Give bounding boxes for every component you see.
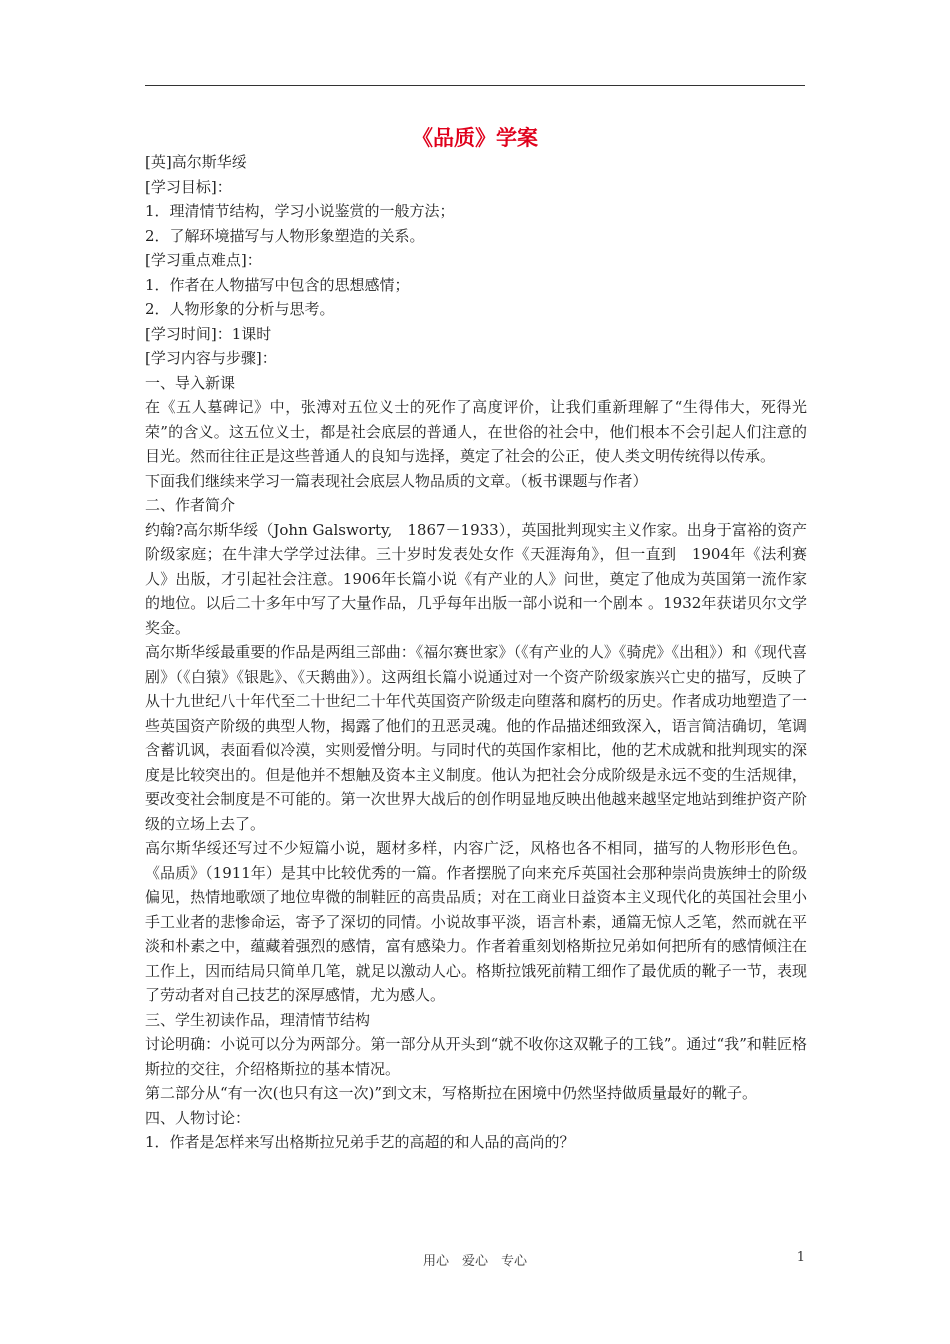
page-footer: 用心 爱心 专心 <box>422 1254 527 1269</box>
paragraph: 第二部分从“有一次(也只有这一次)”到文末，写格斯拉在困境中仍然坚持做质量最好的靴子。 <box>145 1084 758 1102</box>
paragraph: 讨论明确：小说可以分为两部分。第一部分从开头到“就不收你这双靴子的工钱”。通过“我”和鞋匠格斯拉的交往，介绍格斯拉的基本情况。 <box>145 1035 807 1078</box>
paragraph: 高尔斯华绥最重要的作品是两组三部曲：《福尔赛世家》（《有产业的人》《骑虎》《出租》）和《现代喜剧》（《白猿》《银匙》、《天鹅曲》）。这两组长篇小说通过对一个资产阶级家族兴亡史的描写，反映了从十九世纪八十年代至二十世纪二十年代英国资产阶级走向堕落和腐朽的历史。作者成功地塑造了一些英国资产阶级的典型人物，揭露了他们的丑恶灵魂。他的作品描述细致深入，语言简洁确切，笔调含蓄讥讽，表面看似冷漠，实则爱憎分明。与同时代的英国作家相比，他的艺术成就和批判现实的深度是比较突出的。但是他并不想触及资本主义制度。他认为把社会分成阶级是永远不变的生活规律，要改变社会制度是不可能的。第一次世界大战后的创作明显地反映出他越来越坚定地站到维护资产阶级的立场上去了。 <box>145 643 807 833</box>
goal-item: 2．了解环境描写与人物形象塑造的关系。 <box>145 226 425 245</box>
document-body <box>145 150 807 1155</box>
section-heading: 三、学生初读作品，理清情节结构 <box>145 1010 371 1029</box>
section-heading: 四、人物讨论： <box>145 1108 251 1127</box>
section-heading: 一、导入新课 <box>145 373 236 392</box>
section-heading: 二、作者简介 <box>145 496 236 514</box>
paragraph: 高尔斯华绥还写过不少短篇小说，题材多样，内容广泛，风格也各不相同，描写的人物形形色色。《品质》（1911年）是其中比较优秀的一篇。作者摆脱了向来充斥英国社会那种崇尚贵族绅士的阶级偏见，热情地歌颂了地位卑微的制鞋匠的高贵品质；对在工商业日益资本主义现代化的英国社会里小手工业者的悲惨命运，寄予了深切的同情。小说故事平淡，语言朴素，通篇无惊人乏笔，然而就在平淡和朴素之中，蕴藏着强烈的感情，富有感染力。作者着重刻划格斯拉兄弟如何把所有的感情倾注在工作上，因而结局只简单几笔，就足以激动人心。格斯拉饿死前精工细作了最优质的靴子一节，表现了劳动者对自己技艺的深厚感情，尤为感人。 <box>145 839 807 1004</box>
key-point-item: 2．人物形象的分析与思考。 <box>145 300 335 318</box>
key-point-item: 1．作者在人物描写中包含的思想感情； <box>145 275 410 294</box>
content-heading: [学习内容与步骤]： <box>145 349 277 367</box>
author-line: [英]高尔斯华绥 <box>145 153 247 171</box>
paragraph: 下面我们继续来学习一篇表现社会底层人物品质的文章。（板书课题与作者） <box>145 471 648 490</box>
goals-heading: [学习目标]： <box>145 177 232 196</box>
document-title: 《品质》学案 <box>412 125 538 150</box>
paragraph: 约翰?高尔斯华绥（John Galsworty, 1867－1933），英国批判现实主义作家。出身于富裕的资产阶级家庭；在牛津大学学过法律。三十岁时发表处女作《天涯海角》，但一直到 1904年《法利赛人》出版，才引起社会注意。1906年长篇小说《有产业的人》问世，奠定了他成为英国第一流作家的地位。以后二十多年中写了大量作品，几乎每年出版一部小说和一个剧本 。1932年获诺贝尔文学奖金。 <box>145 520 807 637</box>
header-rule <box>145 85 805 86</box>
key-points-heading: [学习重点难点]： <box>145 251 262 269</box>
study-time: [学习时间]：1课时 <box>145 324 272 343</box>
question-item: 1．作者是怎样来写出格斯拉兄弟手艺的高超的和人品的高尚的？ <box>145 1133 575 1151</box>
goal-item: 1．理清情节结构，学习小说鉴赏的一般方法； <box>145 202 455 220</box>
paragraph: 在《五人墓碑记》中，张溥对五位义士的死作了高度评价，让我们重新理解了“生得伟大，死得光荣”的含义。这五位义士，都是社会底层的普通人，在世俗的社会中，他们根本不会引起人们注意的目光。然而往往正是这些普通人的良知与选择，奠定了社会的公正，使人类文明传统得以传承。 <box>145 398 807 465</box>
page-number: 1 <box>796 1250 805 1265</box>
